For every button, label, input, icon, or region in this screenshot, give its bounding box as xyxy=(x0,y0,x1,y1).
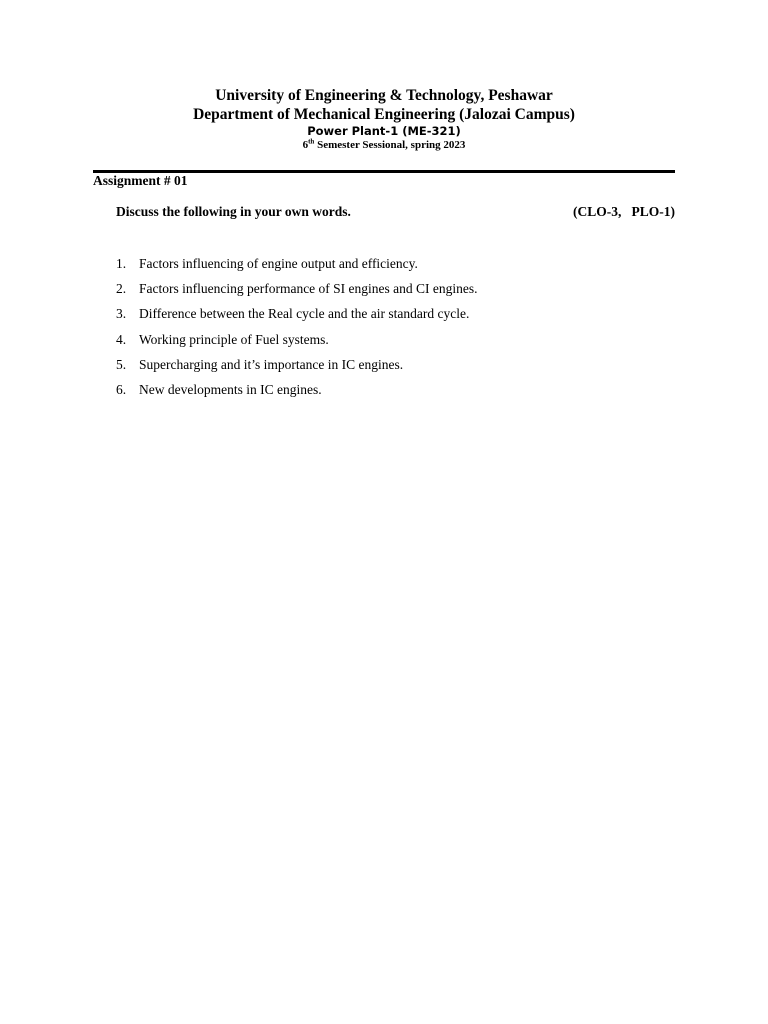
list-item xyxy=(116,382,478,407)
list-item-text: Factors influencing of engine output and efficiency. xyxy=(139,256,418,271)
session-number: 6 xyxy=(302,139,309,151)
session-suffix: th xyxy=(308,137,315,146)
list-item-number: 3. xyxy=(116,306,127,322)
list-item xyxy=(116,281,478,306)
session-heading xyxy=(0,139,768,151)
course-heading: Power Plant-1 (ME-321) xyxy=(307,124,461,138)
list-item xyxy=(116,306,478,331)
department-heading: Department of Mechanical Engineering (Jalozai Campus) xyxy=(193,106,575,123)
list-item-text: New developments in IC engines. xyxy=(139,381,322,397)
list-item-number: 6. xyxy=(116,381,127,397)
assignment-instruction: Discuss the following in your own words. xyxy=(116,204,351,219)
list-item xyxy=(116,332,478,357)
session-text: Semester Sessional, spring 2023 xyxy=(314,139,466,151)
list-item-text: Difference between the Real cycle and the air standard cycle. xyxy=(139,306,470,322)
list-item-text: Supercharging and it’s importance in IC engines. xyxy=(139,356,404,372)
list-item-number: 4. xyxy=(116,331,127,347)
list-item-number: 1. xyxy=(116,256,127,271)
list-item-text: Working principle of Fuel systems. xyxy=(139,331,329,347)
list-item-text: Factors influencing performance of SI engines and CI engines. xyxy=(139,281,478,297)
clo-plo-label: (CLO-3, PLO-1) xyxy=(573,204,675,219)
list-item-number: 5. xyxy=(116,356,127,372)
list-item xyxy=(116,357,478,382)
university-heading: University of Engineering & Technology, Peshawar xyxy=(215,87,553,104)
list-item-number: 2. xyxy=(116,281,127,297)
question-list xyxy=(116,256,478,407)
assignment-title: Assignment # 01 xyxy=(93,173,188,188)
list-item xyxy=(116,256,478,281)
